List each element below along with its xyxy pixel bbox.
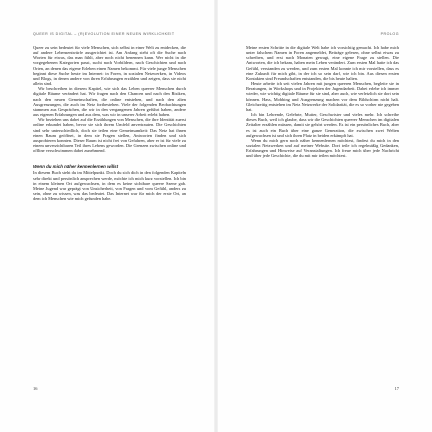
body-paragraph: Wenn du mich gern noch näher kennenlernen möchtest, findest du mich in den sozialen Netzwerken und auf meiner Website. Dort teile ich regelmäßig Gedanken, Erfahrungen und Hinweise auf Veranstaltungen. Ich freue mich über jede Nachricht und über jede Geschichte, die du mit mir teilen möchtest. [246,137,399,159]
right-page [216,0,432,432]
body-paragraph: Queer zu sein bedeutet für viele Menschen, sich selbst in einer Welt zu entdecken, die auf andere Lebensentwürfe ausgerichtet ist. Am Anfang steht oft die Suche nach Worten für etwas, das man fühlt, aber noch nicht benennen kann. Wer nicht in die vorgegebenen Kategorien passt, sucht nach Vorbildern, nach Geschichten und nach Orten, an denen das eigene Erleben einen Namen bekommt. Für viele junge Menschen beginnt diese Suche heute im Internet: in Foren, in sozialen Netzwerken, in Videos und Blogs, in denen andere von ihren Erfahrungen erzählen und zeigen, dass sie nicht allein sind. [33,45,186,87]
right-page-body [246,45,399,158]
body-paragraph: Wir beschreiben in diesem Kapitel, wie sich das Leben queerer Menschen durch digitale Räume verändert hat. Wir fragen nach den Chancen und nach den Risiken, nach den neuen Gemeinschaften, die online entstehen, und nach den alten Ausgrenzungen, die auch im Netz fortbestehen. Viele der folgenden Beobachtungen stammen aus Gesprächen, die wir in den vergangenen Jahren geführt haben, andere aus eigenen Erfahrungen und aus dem, was wir in unserer Arbeit erlebt haben. [33,86,186,118]
body-paragraph: Ich bin Lehrende, Gelehrte, Mutter, Geschwister und vieles mehr. Ich schreibe dieses Buch, weil ich glaube, dass wir die Geschichten queerer Menschen im digitalen Zeitalter erzählen müssen, damit sie gehört werden. Es ist ein persönliches Buch, aber es ist auch ein Buch über eine ganze Generation, die zwischen zwei Welten aufgewachsen ist und sich ihren Platz in beiden erkämpft hat. [246,112,399,138]
section-heading: Wenn du mich näher kennenlernen willst [33,164,119,170]
body-paragraph: Meine ersten Schritte in die digitale Welt habe ich vorsichtig gemacht. Ich habe mich unter falschem Namen in Foren angemeldet, Beiträge gelesen, ohne selbst etwas zu schreiben, und erst nach Monaten gewagt, eine eigene Frage zu stellen. Die Antworten, die ich bekam, haben mein Leben verändert. Zum ersten Mal hatte ich das Gefühl, verstanden zu werden, und zum ersten Mal konnte ich mir vorstellen, dass es eine Zukunft für mich gibt, in der ich so sein darf, wie ich bin. Aus diesen ersten Kontakten sind Freundschaften entstanden, die bis heute halten. [246,45,399,81]
running-header-right: PROLOG [380,32,399,36]
body-paragraph: In diesem Buch steht du im Mittelpunkt. Doch du sich dich in den folgenden Kapiteln sehr direkt und persönlich ansprechen werde, möchte ich mich kurz vorstellen. Ich bin in einem kleinen Ort aufgewachsen, in dem es keine sichtbare queere Szene gab. Meine Jugend war geprägt von Unsicherheit, von Fragen und vom Gefühl, anders zu sein, ohne zu wissen, was das bedeutet. Das Internet war für mich der erste Ort, an dem ich Menschen wie mich gefunden habe. [33,170,186,202]
page-number-right: 17 [394,386,399,391]
body-paragraph: Heute arbeite ich seit vielen Jahren mit jungen queeren Menschen, begleite sie in Beratungen, in Workshops und in Projekten der Jugendarbeit. Dabei erlebe ich immer wieder, wie wichtig digitale Räume für sie sind, aber auch, wie verletzlich sie dort sein können. Hass, Mobbing und Ausgrenzung machen vor dem Bildschirm nicht halt. Gleichzeitig entstehen im Netz Netzwerke der Solidarität, die es so vorher nie gegeben hat. [246,81,399,112]
body-paragraph: Wir beziehen uns dabei auf die Erzählungen von Menschen, die ihre Identität zuerst online erkundet haben, bevor sie sich ihrem Umfeld anvertrauten. Die Geschichten sind sehr unterschiedlich, doch sie teilen eine Gemeinsamkeit: Das Netz hat ihnen einen Raum geöffnet, in dem sie Fragen stellen, Antworten finden und sich ausprobieren konnten. Dieser Raum ist nicht frei von Gefahren, aber er ist für viele zu einem unverzichtbaren Teil ihres Lebens geworden. Die Grenzen zwischen online und offline verschwimmen dabei zunehmend. [33,117,186,154]
running-header-left: QUEER IS DIGITAL – (R)EVOLUTION EINER NEUEN WIRKLICHKEIT [33,32,175,36]
page-number-left: 16 [33,386,38,391]
left-page-body [33,45,186,201]
